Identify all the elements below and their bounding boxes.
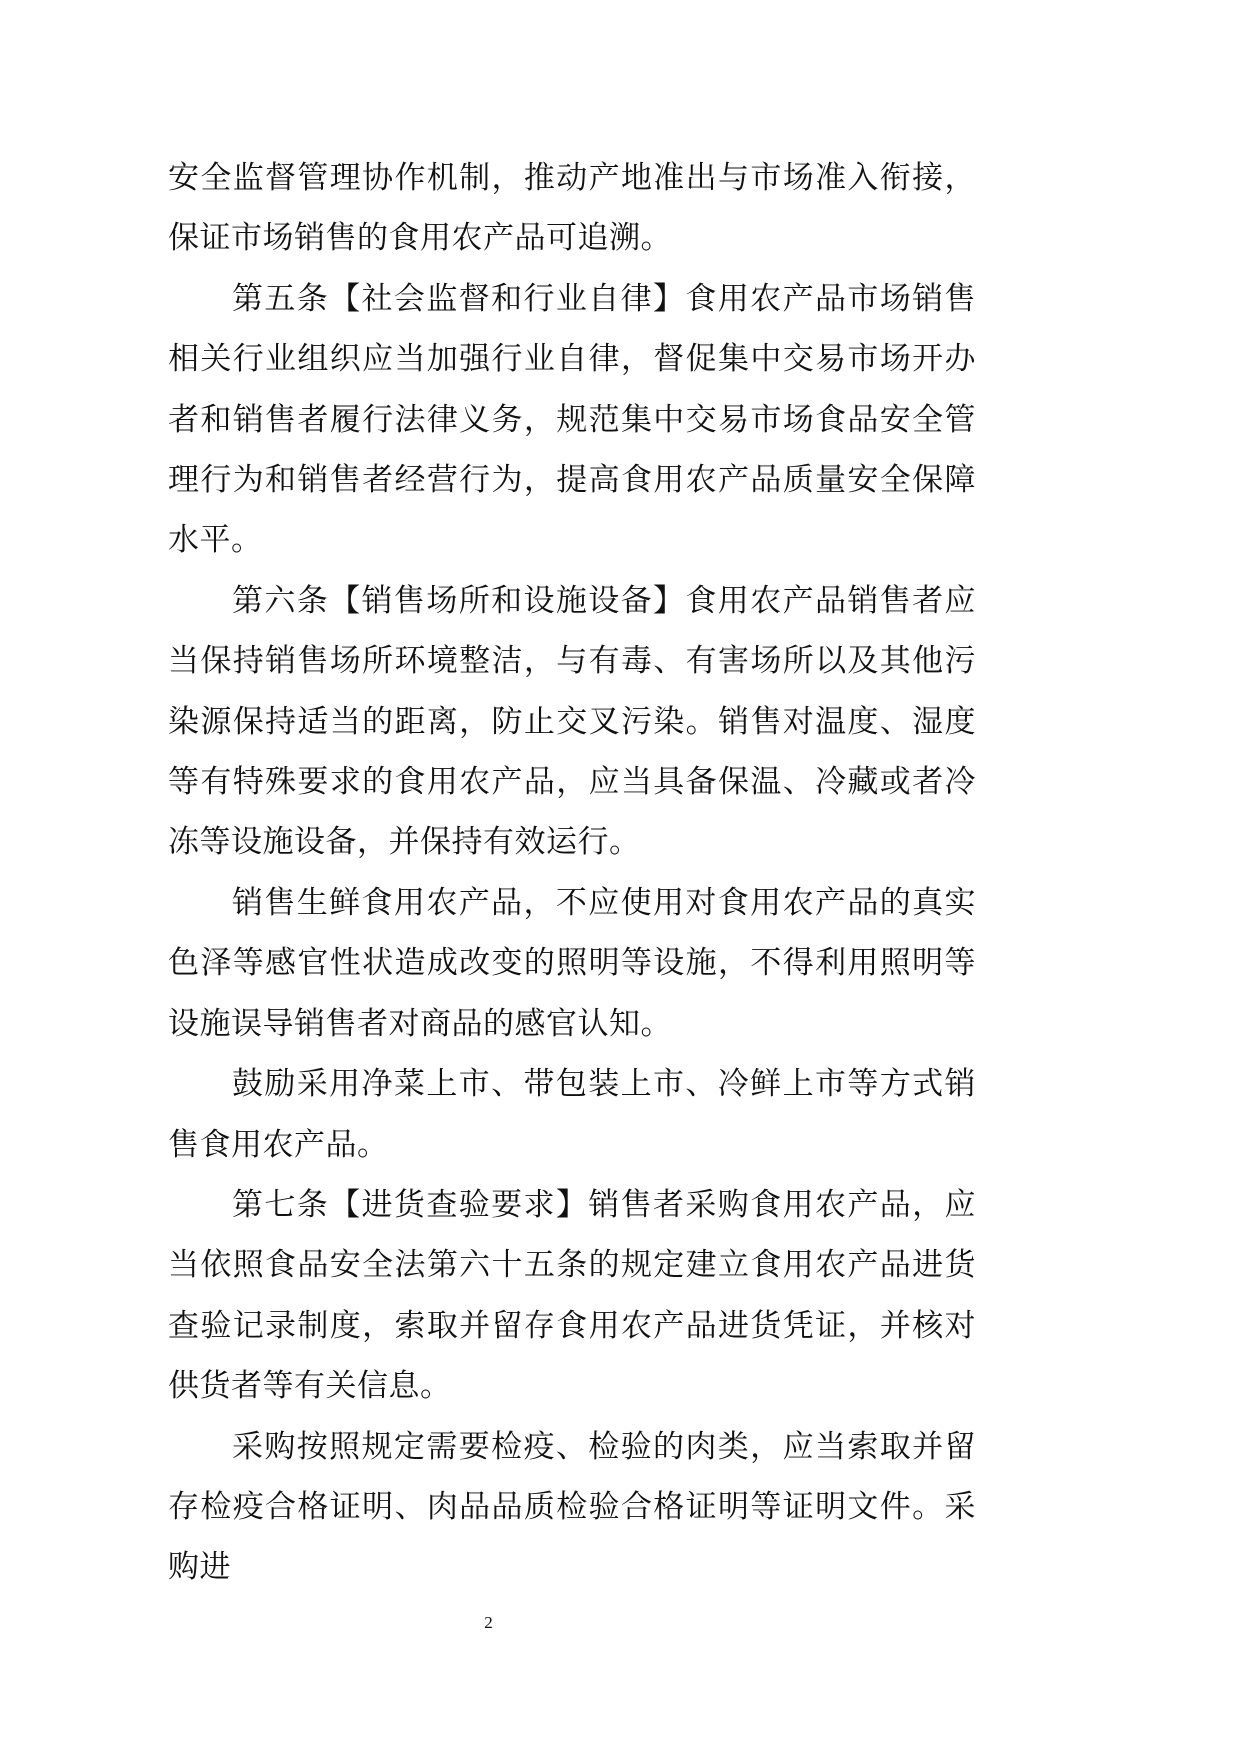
paragraph-article-7: 第七条【进货查验要求】销售者采购食用农产品，应当依照食品安全法第六十五条的规定建立食用农产品进货查验记录制度，索取并留存食用农产品进货凭证，并核对供货者等有关信息。 — [168, 1186, 976, 1405]
paragraph-article-6-packaging: 鼓励采用净菜上市、带包装上市、冷鲜上市等方式销售食用农产品。 — [168, 1066, 976, 1163]
paragraph-article-6-lighting: 销售生鲜食用农产品，不应使用对食用农产品的真实色泽等感官性状造成改变的照明等设施，不得利用照明等设施误导销售者对商品的感官认知。 — [168, 884, 976, 1042]
paragraph-article-7-meat: 采购按照规定需要检疫、检验的肉类，应当索取并留存检疫合格证明、肉品品质检验合格证明等证明文件。采购进 — [168, 1428, 976, 1586]
paragraph-article-5: 第五条【社会监督和行业自律】食用农产品市场销售相关行业组织应当加强行业自律，督促集中交易市场开办者和销售者履行法律义务，规范集中交易市场食品安全管理行为和销售者经营行为，提高食用农产品质量安全保障水平。 — [168, 280, 976, 559]
paragraph-continuation: 安全监督管理协作机制，推动产地准出与市场准入衔接，保证市场销售的食用农产品可追溯。 — [168, 160, 976, 257]
document-page — [168, 148, 976, 1598]
paragraph-article-6: 第六条【销售场所和设施设备】食用农产品销售者应当保持销售场所环境整洁，与有毒、有害场所以及其他污染源保持适当的距离，防止交叉污染。销售对温度、湿度等有特殊要求的食用农产品，应当具备保温、冷藏或者冷冻等设施设备，并保持有效运行。 — [168, 582, 976, 861]
page-number: 2 — [484, 1613, 493, 1632]
